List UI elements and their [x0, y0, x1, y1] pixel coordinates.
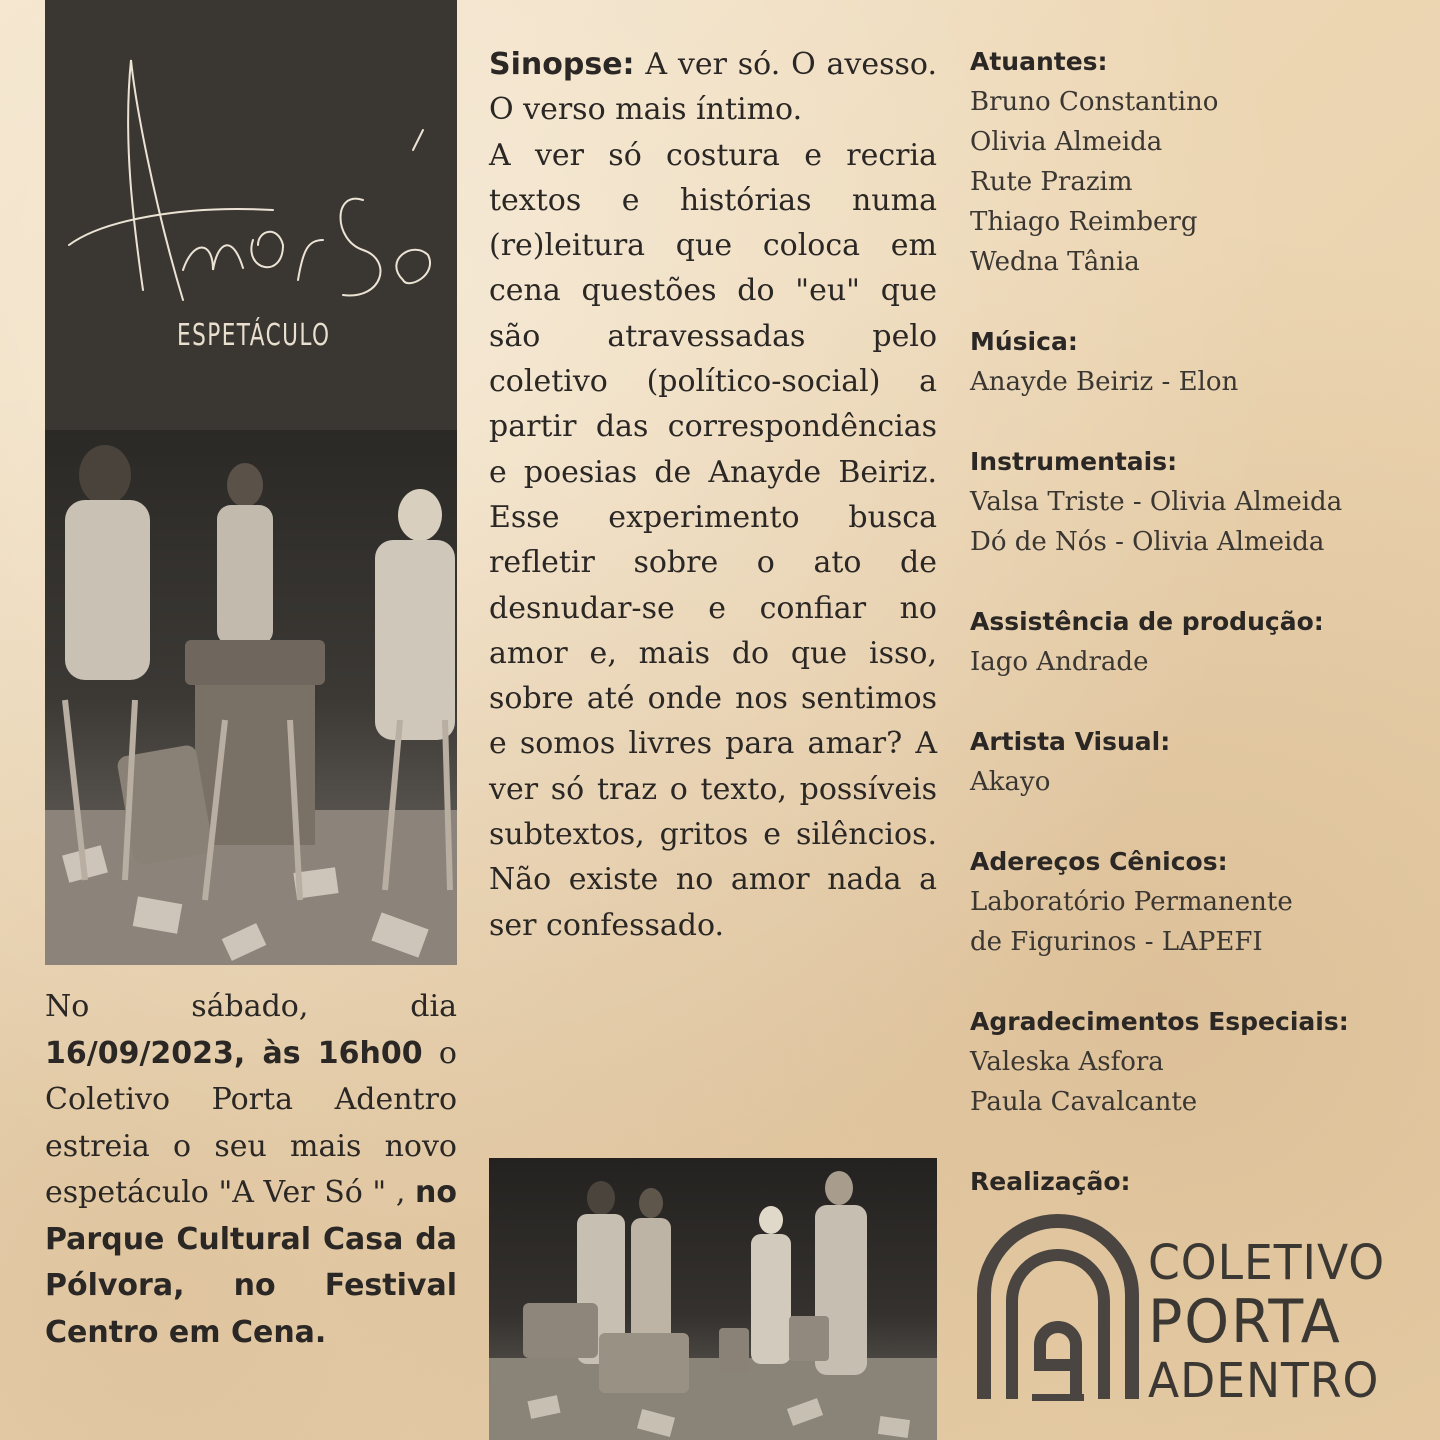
event-announcement [45, 984, 457, 1356]
credit-title: Assistência de produção: [970, 607, 1324, 636]
credit-title: Adereços Cênicos: [970, 847, 1228, 876]
credit-title: Artista Visual: [970, 727, 1171, 756]
event-location: no Parque Cultural Casa da Pólvora, no Festival Centro em Cena. [45, 1175, 457, 1350]
credit-title: Música: [970, 327, 1078, 356]
credit-line: Dó de Nós - Olivia Almeida [970, 527, 1325, 557]
event-text-part1: No sábado, dia [45, 989, 457, 1024]
synopsis-intro: A ver só. O avesso. O verso mais íntimo. [489, 47, 937, 128]
credit-line: Paula Cavalcante [970, 1087, 1198, 1117]
logo-arch-icon [972, 1205, 1144, 1401]
credit-line: Anayde Beiriz - Elon [970, 367, 1239, 397]
credit-line: Iago Andrade [970, 647, 1149, 677]
coletivo-porta-adentro-logo [972, 1205, 1412, 1409]
cast-photo-illustration [45, 430, 457, 965]
logo-line2: PORTA [1148, 1287, 1342, 1357]
cast-photo [45, 430, 457, 965]
credit-line: Olivia Almeida [970, 127, 1163, 157]
credit-line: de Figurinos - LAPEFI [970, 927, 1263, 957]
stage-photo [489, 1158, 937, 1440]
credit-line: Wedna Tânia [970, 247, 1140, 277]
credit-line: Valsa Triste - Olivia Almeida [970, 487, 1343, 517]
credits-column [970, 42, 1420, 1242]
synopsis-body: A ver só costura e recria textos e histórias numa (re)leitura que coloca em cena questões do "eu" que são atravessadas pelo coletivo (político-social) a partir das correspondências e poesias de Anayde Beiriz. Esse experimento busca refletir sobre o ato de desnudar-se e confiar no amor e, mais do que isso, sobre até onde nos sentimos e somos livres para amar? A ver só traz o texto, possíveis subtextos, gritos e silêncios. Não existe no amor nada a ser confessado. [489, 137, 937, 943]
show-poster [45, 0, 457, 965]
credit-assistencia [970, 602, 1420, 682]
credit-title: Agradecimentos Especiais: [970, 1007, 1349, 1036]
logo-line3: ADENTRO [1148, 1353, 1380, 1409]
event-text-part2: o Coletivo Porta Adentro estreia o seu mais novo espetáculo "A Ver Só " , [45, 1035, 457, 1210]
credit-title: Atuantes: [970, 47, 1108, 76]
title-script-lettering [63, 40, 457, 330]
synopsis-block [489, 42, 937, 948]
credit-artista-visual [970, 722, 1420, 802]
credit-atuantes [970, 42, 1420, 282]
credit-realizacao [970, 1162, 1420, 1202]
synopsis-label: Sinopse: [489, 47, 635, 82]
poster-subtitle: ESPETÁCULO [177, 318, 331, 353]
credit-title: Instrumentais: [970, 447, 1178, 476]
logo-wordmark [1148, 1235, 1385, 1409]
credit-line: Thiago Reimberg [970, 207, 1198, 237]
credit-line: Akayo [970, 767, 1051, 797]
credit-line: Rute Prazim [970, 167, 1133, 197]
synopsis-intro-paragraph [489, 42, 937, 133]
credit-line: Valeska Asfora [970, 1047, 1164, 1077]
credit-aderecos [970, 842, 1420, 962]
event-date-time: 16/09/2023, às 16h00 [45, 1035, 423, 1071]
credit-title: Realização: [970, 1167, 1131, 1196]
credit-agradecimentos [970, 1002, 1420, 1122]
credit-instrumentais [970, 442, 1420, 562]
logo-line1: COLETIVO [1148, 1235, 1386, 1291]
credit-line: Laboratório Permanente [970, 887, 1293, 917]
credit-line: Bruno Constantino [970, 87, 1219, 117]
credit-musica [970, 322, 1420, 402]
stage-photo-illustration [489, 1158, 937, 1440]
